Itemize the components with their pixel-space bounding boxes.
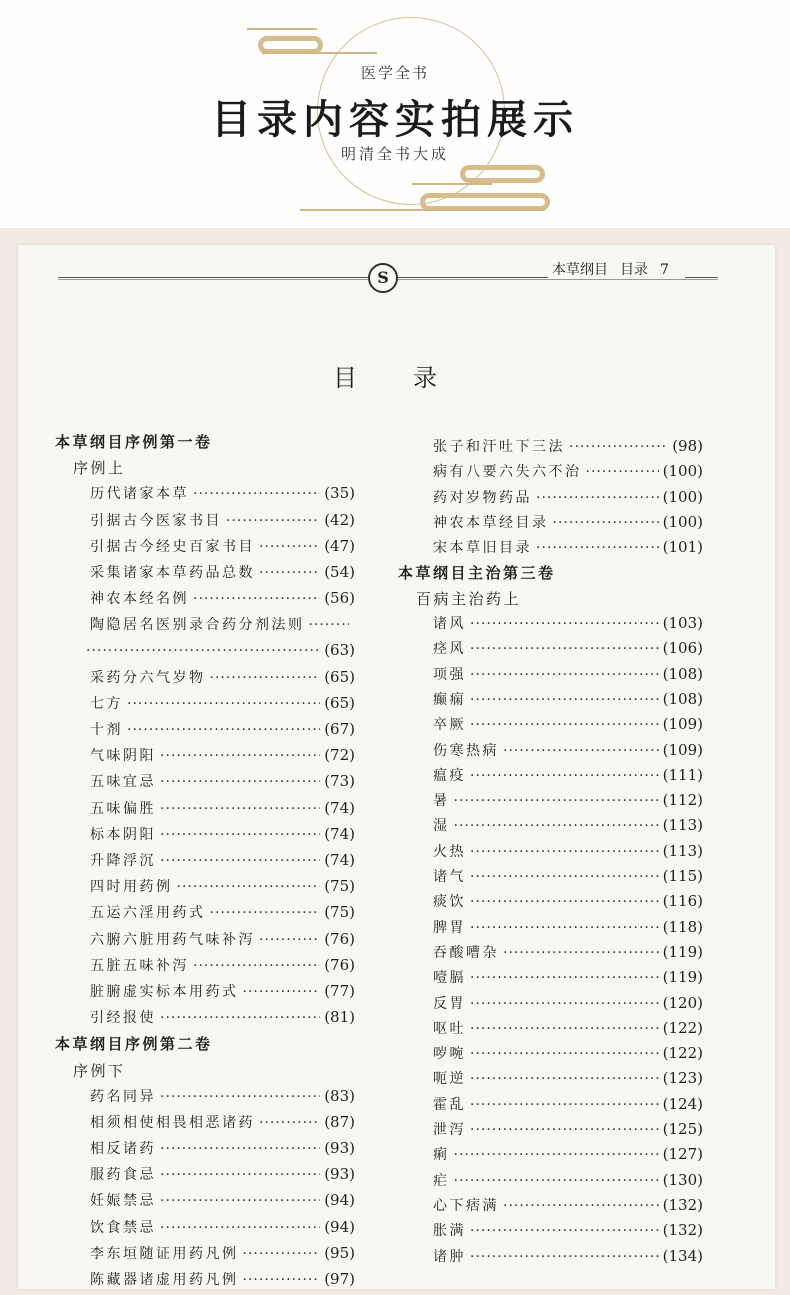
entry-page-number: (74) bbox=[324, 851, 355, 869]
toc-title: 目录 bbox=[333, 364, 493, 392]
entry-title: 诸气 bbox=[433, 869, 466, 886]
toc-entry bbox=[398, 967, 703, 992]
entry-page-number: (103) bbox=[662, 614, 703, 633]
entry-title: 痰饮 bbox=[433, 894, 466, 911]
toc-entry bbox=[55, 824, 355, 850]
entry-page-number: (120) bbox=[662, 993, 703, 1012]
toc-entry bbox=[55, 667, 355, 693]
entry-page-number: (113) bbox=[662, 841, 703, 860]
toc-entry bbox=[398, 1018, 703, 1043]
toc-left-column bbox=[55, 431, 355, 1295]
running-head-section: 目录 bbox=[620, 262, 648, 278]
dot-leader bbox=[569, 439, 668, 455]
section-heading bbox=[398, 588, 703, 613]
entry-page-number: (101) bbox=[662, 538, 703, 557]
entry-title: 瘟疫 bbox=[433, 767, 466, 784]
entry-title: 宋本草旧目录 bbox=[433, 540, 532, 557]
toc-entry bbox=[55, 641, 355, 667]
dot-leader bbox=[470, 1071, 659, 1087]
dot-leader bbox=[553, 515, 659, 531]
dot-leader bbox=[454, 1173, 659, 1189]
entry-title: 本草纲目序例第二卷 bbox=[55, 1035, 213, 1054]
dot-leader bbox=[470, 970, 659, 986]
toc-entry bbox=[55, 510, 355, 536]
entry-page-number: (106) bbox=[662, 639, 703, 658]
toc-entry bbox=[55, 614, 355, 640]
dot-leader bbox=[127, 722, 320, 738]
entry-page-number: (74) bbox=[324, 798, 355, 817]
dot-leader bbox=[503, 1198, 659, 1214]
toc-entry bbox=[55, 902, 355, 928]
entry-page-number: (47) bbox=[324, 536, 355, 555]
entry-title: 相须相使相畏相恶诸药 bbox=[90, 1114, 255, 1131]
entry-title: 药对岁物药品 bbox=[433, 489, 532, 506]
entry-title: 项强 bbox=[433, 666, 466, 683]
dot-leader bbox=[193, 958, 320, 974]
dot-leader bbox=[536, 540, 659, 556]
entry-page-number: (73) bbox=[324, 772, 355, 791]
dot-leader bbox=[193, 591, 320, 607]
dot-leader bbox=[160, 853, 320, 869]
entry-page-number: (95) bbox=[324, 1243, 355, 1262]
entry-title: 五味宜忌 bbox=[90, 774, 156, 791]
toc-entry bbox=[398, 1068, 703, 1093]
entry-page-number: (63) bbox=[324, 640, 355, 659]
entry-title: 引经报使 bbox=[90, 1010, 156, 1027]
dot-leader bbox=[160, 1220, 320, 1236]
toc-entry bbox=[398, 1246, 703, 1271]
entry-title: 序例下 bbox=[73, 1061, 126, 1080]
toc-entry bbox=[398, 765, 703, 790]
entry-title: 本草纲目序例第一卷 bbox=[55, 433, 213, 451]
dot-leader bbox=[259, 1115, 320, 1131]
toc-entry bbox=[55, 562, 355, 588]
entry-page-number: (127) bbox=[662, 1145, 703, 1164]
entry-title: 气味阴阳 bbox=[90, 748, 156, 765]
entry-page-number: (109) bbox=[662, 740, 703, 759]
entry-page-number: (42) bbox=[324, 510, 355, 529]
entry-title: 陶隐居名医别录合药分剂法则 bbox=[90, 617, 305, 634]
dot-leader bbox=[259, 565, 320, 581]
entry-page-number: (134) bbox=[662, 1246, 703, 1265]
toc-entry bbox=[398, 866, 703, 891]
dot-leader bbox=[454, 818, 659, 834]
entry-page-number: (76) bbox=[324, 955, 355, 974]
entry-title: 痢 bbox=[433, 1147, 450, 1164]
banner-subtitle: 明清全书大成 bbox=[340, 145, 449, 163]
entry-title: 脏腑虚实标本用药式 bbox=[90, 983, 239, 1000]
dot-leader bbox=[226, 513, 320, 529]
dot-leader bbox=[470, 641, 659, 657]
toc-entry bbox=[55, 929, 355, 955]
dot-leader bbox=[470, 920, 659, 936]
entry-title: 陈藏器诸虚用药凡例 bbox=[90, 1272, 239, 1288]
entry-title: 火热 bbox=[433, 843, 466, 860]
entry-title: 霍乱 bbox=[433, 1096, 466, 1113]
promo-banner bbox=[0, 0, 790, 228]
entry-title: 张子和汗吐下三法 bbox=[433, 439, 565, 455]
entry-title: 本草纲目主治第三卷 bbox=[398, 564, 556, 583]
entry-page-number: (83) bbox=[324, 1086, 355, 1105]
entry-title: 暑 bbox=[433, 793, 450, 810]
entry-title: 引据古今医家书目 bbox=[90, 512, 222, 529]
dot-leader bbox=[470, 1021, 659, 1037]
toc-entry bbox=[55, 693, 355, 719]
toc-entry bbox=[55, 771, 355, 797]
dot-leader bbox=[470, 717, 659, 733]
entry-page-number: (54) bbox=[324, 562, 355, 581]
entry-page-number: (67) bbox=[324, 720, 355, 739]
entry-title: 五脏五味补泻 bbox=[90, 957, 189, 974]
dot-leader bbox=[536, 490, 659, 506]
dot-leader bbox=[210, 670, 321, 686]
entry-page-number: (72) bbox=[324, 746, 355, 765]
cloud-ornament bbox=[300, 209, 545, 211]
dot-leader bbox=[243, 1246, 321, 1262]
toc-entry bbox=[398, 613, 703, 638]
dot-leader bbox=[470, 996, 659, 1012]
toc-entry bbox=[55, 798, 355, 824]
entry-title: 标本阴阳 bbox=[90, 826, 156, 843]
dot-leader bbox=[160, 1010, 320, 1026]
entry-page-number: (108) bbox=[662, 689, 703, 708]
entry-title: 历代诸家本草 bbox=[90, 486, 189, 503]
entry-page-number: (100) bbox=[662, 462, 703, 481]
entry-title: 呃逆 bbox=[433, 1071, 466, 1088]
dot-leader bbox=[470, 667, 659, 683]
entry-page-number: (132) bbox=[662, 1221, 703, 1240]
toc-entry bbox=[398, 1119, 703, 1144]
entry-page-number: (35) bbox=[324, 484, 355, 503]
entry-title: 癫痫 bbox=[433, 691, 466, 708]
entry-title: 伤寒热病 bbox=[433, 742, 499, 759]
dot-leader bbox=[470, 1122, 659, 1138]
dot-leader bbox=[470, 692, 659, 708]
entry-title: 湿 bbox=[433, 818, 450, 835]
entry-title: 神农本草经目录 bbox=[433, 514, 549, 531]
dot-leader bbox=[193, 486, 320, 502]
entry-page-number: (74) bbox=[324, 824, 355, 843]
entry-page-number: (100) bbox=[662, 512, 703, 531]
toc-entry bbox=[55, 1112, 355, 1138]
cloud-ornament bbox=[247, 28, 317, 30]
cloud-ornament bbox=[262, 52, 377, 54]
dot-leader bbox=[160, 801, 320, 817]
entry-page-number: (116) bbox=[662, 892, 703, 911]
entry-page-number: (119) bbox=[662, 942, 703, 961]
dot-leader bbox=[160, 1193, 320, 1209]
entry-page-number: (123) bbox=[662, 1069, 703, 1088]
entry-title: 泄泻 bbox=[433, 1122, 466, 1139]
toc-entry bbox=[55, 955, 355, 981]
toc-entry bbox=[398, 1220, 703, 1245]
dot-leader bbox=[160, 827, 320, 843]
toc-entry bbox=[55, 1269, 355, 1295]
entry-title: 相反诸药 bbox=[90, 1141, 156, 1158]
toc-entry bbox=[55, 876, 355, 902]
toc-entry bbox=[398, 1094, 703, 1119]
banner-title: 目录内容实拍展示 bbox=[211, 96, 579, 143]
dot-leader bbox=[470, 1097, 659, 1113]
dot-leader bbox=[454, 793, 659, 809]
dot-leader bbox=[503, 743, 659, 759]
toc-entry bbox=[398, 1170, 703, 1195]
entry-title: 神农本经名例 bbox=[90, 591, 189, 608]
publisher-logo-icon: S bbox=[368, 263, 398, 293]
toc-entry bbox=[398, 815, 703, 840]
entry-page-number: (122) bbox=[662, 1044, 703, 1063]
entry-page-number: (87) bbox=[324, 1112, 355, 1131]
toc-entry bbox=[398, 740, 703, 765]
entry-page-number: (124) bbox=[662, 1094, 703, 1113]
toc-entry bbox=[398, 841, 703, 866]
cloud-ornament bbox=[460, 165, 545, 183]
entry-title: 四时用药例 bbox=[90, 879, 173, 896]
entry-title: 服药食忌 bbox=[90, 1167, 156, 1184]
entry-title: 卒厥 bbox=[433, 717, 466, 734]
toc-entry bbox=[55, 981, 355, 1007]
volume-heading bbox=[398, 562, 703, 587]
dot-leader bbox=[470, 768, 659, 784]
toc-entry bbox=[398, 891, 703, 916]
entry-page-number: (94) bbox=[324, 1217, 355, 1236]
dot-leader bbox=[309, 617, 349, 633]
toc-entry bbox=[398, 1144, 703, 1169]
entry-page-number: (75) bbox=[324, 903, 355, 922]
dot-leader bbox=[259, 932, 320, 948]
dot-leader bbox=[503, 945, 659, 961]
entry-page-number: (100) bbox=[662, 487, 703, 506]
entry-title: 痉风 bbox=[433, 641, 466, 658]
dot-leader bbox=[470, 1223, 659, 1239]
entry-title: 李东垣随证用药凡例 bbox=[90, 1245, 239, 1262]
entry-page-number: (97) bbox=[324, 1270, 355, 1288]
toc-entry bbox=[55, 1164, 355, 1190]
toc-entry bbox=[55, 850, 355, 876]
entry-page-number: (65) bbox=[324, 693, 355, 712]
entry-title: 噎膈 bbox=[433, 970, 466, 987]
entry-page-number: (119) bbox=[662, 968, 703, 987]
toc-entry bbox=[398, 638, 703, 663]
dot-leader bbox=[210, 905, 321, 921]
toc-right-column bbox=[398, 436, 703, 1271]
dot-leader bbox=[160, 1089, 320, 1105]
entry-title: 十剂 bbox=[90, 722, 123, 739]
entry-page-number: (93) bbox=[324, 1139, 355, 1158]
entry-page-number: (125) bbox=[662, 1120, 703, 1139]
entry-title: 六腑六脏用药气味补泻 bbox=[90, 931, 255, 948]
toc-entry bbox=[55, 588, 355, 614]
toc-entry bbox=[398, 487, 703, 512]
toc-entry bbox=[398, 1043, 703, 1068]
toc-entry bbox=[398, 689, 703, 714]
entry-page-number: (81) bbox=[324, 1008, 355, 1027]
entry-page-number: (76) bbox=[324, 929, 355, 948]
toc-entry bbox=[55, 719, 355, 745]
toc-entry bbox=[398, 714, 703, 739]
entry-page-number: (109) bbox=[662, 715, 703, 734]
toc-entry bbox=[55, 483, 355, 509]
entry-page-number: (132) bbox=[662, 1195, 703, 1214]
entry-page-number: (130) bbox=[662, 1170, 703, 1189]
entry-title: 诸风 bbox=[433, 616, 466, 633]
entry-page-number: (112) bbox=[662, 791, 703, 810]
toc-entry bbox=[398, 790, 703, 815]
toc-entry bbox=[55, 1138, 355, 1164]
dot-leader bbox=[470, 1249, 659, 1265]
entry-page-number: (111) bbox=[662, 765, 703, 784]
dot-leader bbox=[470, 616, 659, 632]
toc-entry bbox=[398, 942, 703, 967]
dot-leader bbox=[160, 1167, 320, 1183]
entry-title: 饮食禁忌 bbox=[90, 1219, 156, 1236]
entry-title: 药名同异 bbox=[90, 1088, 156, 1105]
toc-entry bbox=[398, 1195, 703, 1220]
toc-entry bbox=[398, 537, 703, 562]
entry-title: 七方 bbox=[90, 695, 123, 712]
dot-leader bbox=[160, 748, 320, 764]
dot-leader bbox=[259, 539, 320, 555]
toc-entry bbox=[55, 1190, 355, 1216]
dot-leader bbox=[586, 464, 659, 480]
entry-page-number: (122) bbox=[662, 1018, 703, 1037]
entry-page-number: (77) bbox=[324, 981, 355, 1000]
entry-page-number: (65) bbox=[324, 667, 355, 686]
entry-title: 脾胃 bbox=[433, 919, 466, 936]
toc-entry bbox=[55, 1086, 355, 1112]
volume-heading bbox=[55, 431, 355, 457]
entry-title: 五运六淫用药式 bbox=[90, 905, 206, 922]
entry-page-number: (118) bbox=[662, 917, 703, 936]
entry-page-number: (115) bbox=[662, 867, 703, 886]
volume-heading bbox=[55, 1033, 355, 1059]
entry-title: 百病主治药上 bbox=[416, 589, 522, 608]
dot-leader bbox=[454, 1147, 659, 1163]
dot-leader bbox=[127, 696, 320, 712]
section-heading bbox=[55, 1060, 355, 1086]
entry-title: 诸肿 bbox=[433, 1248, 466, 1265]
toc-entry bbox=[55, 1007, 355, 1033]
dot-leader bbox=[160, 774, 320, 790]
entry-page-number: (113) bbox=[662, 816, 703, 835]
entry-title: 序例上 bbox=[73, 459, 126, 478]
entry-title: 采药分六气岁物 bbox=[90, 669, 206, 686]
entry-page-number: (94) bbox=[324, 1191, 355, 1210]
entry-title: 心下痞满 bbox=[433, 1197, 499, 1214]
toc-entry bbox=[398, 512, 703, 537]
dot-leader bbox=[160, 1141, 320, 1157]
entry-title: 采集诸家本草药品总数 bbox=[90, 564, 255, 581]
toc-entry bbox=[398, 664, 703, 689]
book-page bbox=[18, 245, 775, 1289]
entry-title: 升降浮沉 bbox=[90, 853, 156, 869]
dot-leader bbox=[470, 1046, 659, 1062]
toc-entry bbox=[398, 917, 703, 942]
entry-title: 反胃 bbox=[433, 995, 466, 1012]
cloud-ornament bbox=[412, 183, 492, 185]
entry-page-number: (75) bbox=[324, 877, 355, 896]
dot-leader bbox=[470, 844, 659, 860]
dot-leader bbox=[177, 879, 321, 895]
entry-title: 呕吐 bbox=[433, 1020, 466, 1037]
entry-title: 妊娠禁忌 bbox=[90, 1193, 156, 1210]
entry-page-number: (56) bbox=[324, 589, 355, 608]
running-head-book: 本草纲目 bbox=[552, 262, 608, 278]
entry-title: 哕啘 bbox=[433, 1046, 466, 1063]
toc-entry bbox=[55, 1243, 355, 1269]
toc-entry bbox=[55, 745, 355, 771]
entry-page-number: (93) bbox=[324, 1165, 355, 1184]
entry-title: 吞酸嘈杂 bbox=[433, 944, 499, 961]
running-head bbox=[548, 259, 685, 279]
toc-entry bbox=[55, 1217, 355, 1243]
toc-entry bbox=[398, 993, 703, 1018]
toc-entry bbox=[55, 536, 355, 562]
dot-leader bbox=[243, 984, 321, 1000]
section-heading bbox=[55, 457, 355, 483]
toc-entry bbox=[398, 461, 703, 486]
entry-page-number: (108) bbox=[662, 664, 703, 683]
dot-leader bbox=[243, 1272, 321, 1288]
toc-entry bbox=[398, 436, 703, 461]
entry-title: 胀满 bbox=[433, 1223, 466, 1240]
entry-page-number: (98) bbox=[672, 437, 703, 455]
entry-title: 病有八要六失六不治 bbox=[433, 464, 582, 481]
entry-title: 引据古今经史百家书目 bbox=[90, 538, 255, 555]
dot-leader bbox=[470, 894, 659, 910]
page-number: 7 bbox=[660, 262, 669, 278]
banner-top-label: 医学全书 bbox=[360, 64, 429, 82]
entry-title: 五味偏胜 bbox=[90, 800, 156, 817]
entry-title: 疟 bbox=[433, 1172, 450, 1189]
dot-leader bbox=[86, 643, 320, 659]
dot-leader bbox=[470, 869, 659, 885]
